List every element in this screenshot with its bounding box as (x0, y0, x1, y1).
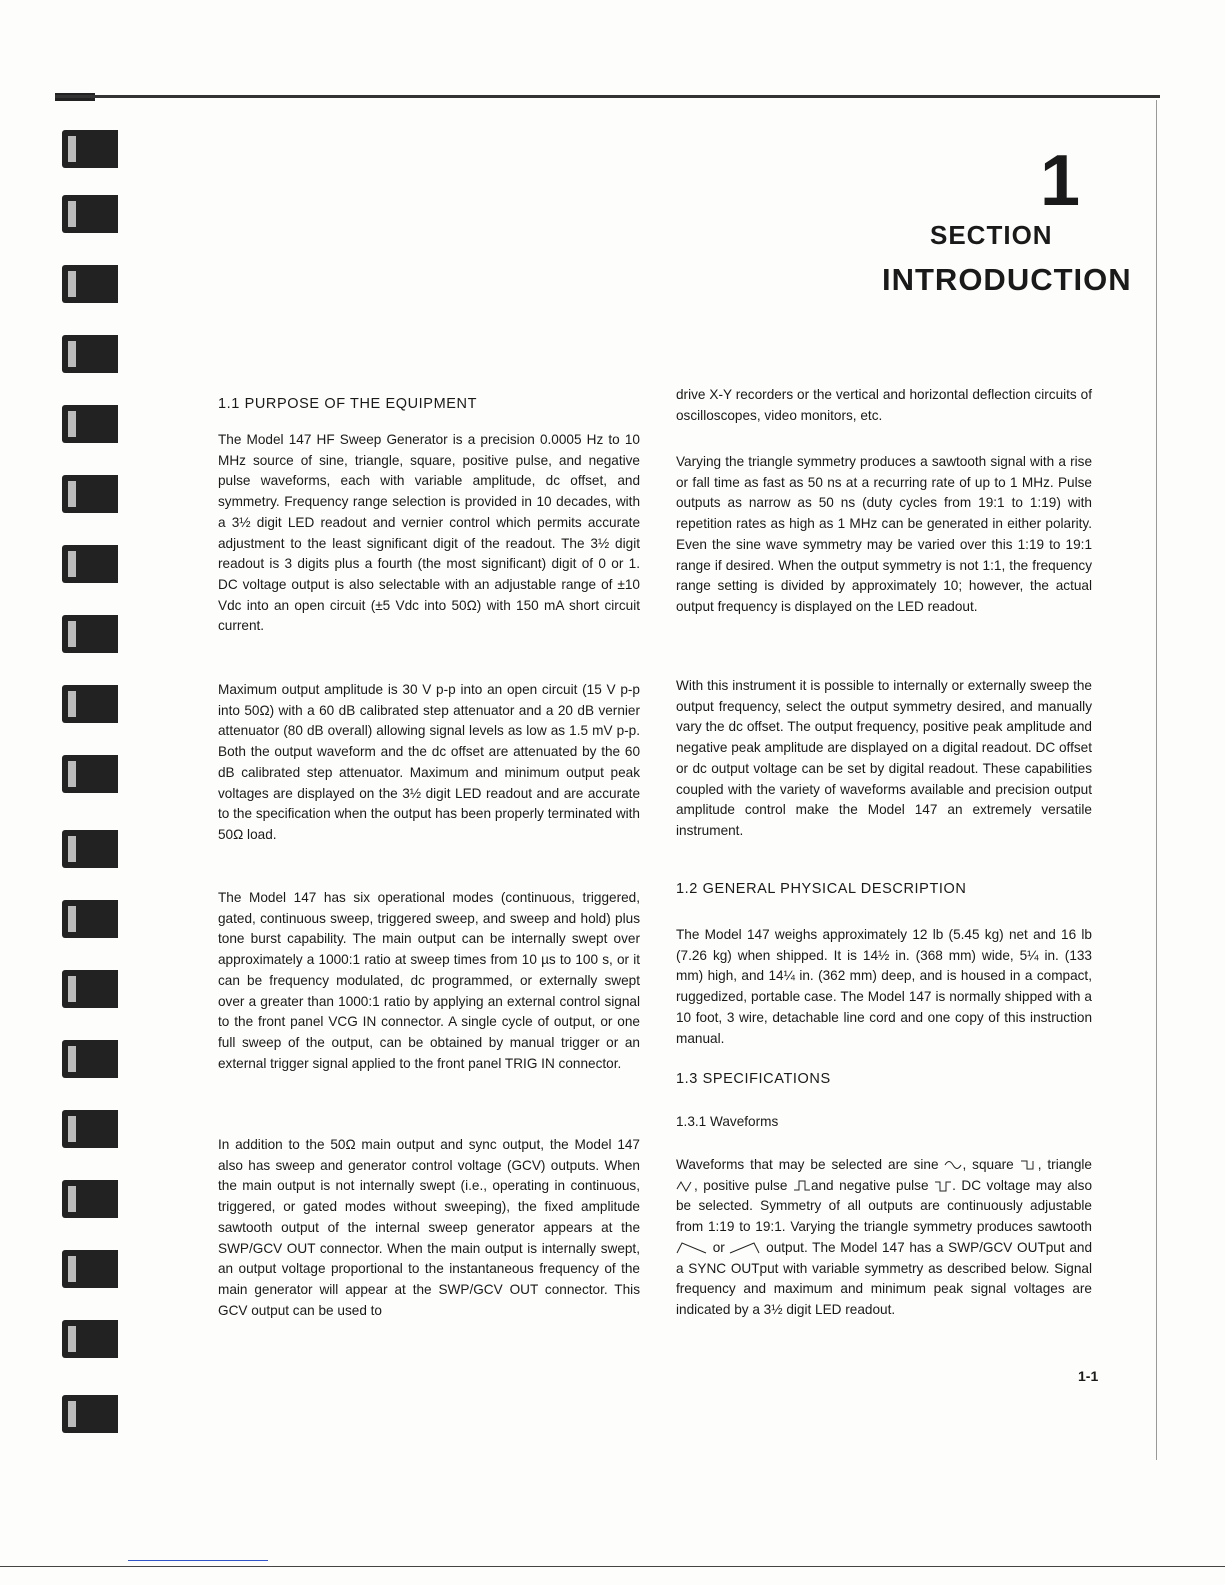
rising-sawtooth-icon (729, 1241, 761, 1255)
text: , triangle (1037, 1157, 1092, 1172)
text: , positive pulse (694, 1177, 788, 1193)
paragraph: The Model 147 HF Sweep Generator is a precision 0.0005 Hz to 10 MHz source of sine, triangle, square, positive pulse, and negative pulse waveforms, each with variable amplitude, dc offset, and symmetry. Frequency range selection is provided in 10 decades, with a 3½ digit LED readout and vernier control which permits accurate adjustment to the least significant digit of the readout. The 3½ digit readout is 3 digits plus a fourth (the most significant) digit of 0 or 1. DC voltage output is also selectable with an adjustable range of ±10 Vdc into an open circuit (±5 Vdc into 50Ω) with 150 mA short circuit current. (218, 432, 640, 634)
paragraph-waveforms (676, 1155, 1092, 1321)
triangle-wave-icon (676, 1179, 694, 1193)
positive-pulse-icon (793, 1179, 811, 1193)
heading-1-2: 1.2 GENERAL PHYSICAL DESCRIPTION (676, 881, 967, 897)
paragraph: Varying the triangle symmetry produces a sawtooth signal with a rise or fall time as fast as 50 ns at a recurring rate of up to 1 MHz. Pulse outputs as narrow as 50 ns (duty cycles from 19:1 to 1:19) with repetition rates as high as 1 MHz can be generated in either polarity. Even the sine wave symmetry may be varied over this 1:19 to 19:1 range if desired. When the output symmetry is not 1:1, the frequency range setting is divided by approximately 10; however, the actual output frequency is displayed on the LED readout. (676, 454, 1092, 614)
text: output. The Model 147 has a SWP/GCV OUTput and a SYNC OUTput with variable symmetry as described below. Signal frequency and maximum and minimum peak signal voltages are indicated by a 3½ digit LED readout. (676, 1239, 1093, 1317)
text: , square (962, 1157, 1014, 1172)
section-title: INTRODUCTION (882, 262, 1132, 297)
section-number: 1 (1040, 141, 1081, 221)
page-edge (1156, 100, 1157, 1460)
text: and negative pulse (810, 1177, 929, 1193)
text: Waveforms that may be selected are sine (676, 1157, 939, 1172)
link-underline (128, 1560, 268, 1561)
bottom-rule (0, 1566, 1225, 1567)
section-label: SECTION (930, 220, 1053, 250)
paragraph: The Model 147 weighs approximately 12 lb (5.45 kg) net and 16 lb (7.26 kg) when shipped. It is 14½ in. (368 mm) wide, 5¼ in. (133 mm) high, and 14¼ in. (362 mm) deep, and is housed in a compact, ruggedized, portable case. The Model 147 is normally shipped with a 10 foot, 3 wire, detachable line cord and one copy of this instruction manual. (676, 927, 1092, 1046)
square-wave-icon (1020, 1158, 1038, 1172)
heading-1-3-1: 1.3.1 Waveforms (676, 1114, 779, 1129)
negative-pulse-icon (934, 1179, 952, 1193)
paragraph: drive X-Y recorders or the vertical and horizontal deflection circuits of oscilloscopes, video monitors, etc. (676, 387, 1092, 423)
page-number: 1-1 (1078, 1368, 1099, 1384)
paragraph: With this instrument it is possible to internally or externally sweep the output frequency, select the output symmetry desired, and manually vary the dc offset. The output frequency, positive peak amplitude and negative peak amplitude are displayed on a digital readout. DC offset or dc output voltage can be set by digital readout. These capabilities coupled with the variety of waveforms available and precision output amplitude control make the Model 147 an extremely versatile instrument. (676, 678, 1092, 838)
top-rule (55, 95, 1160, 98)
heading-1-3: 1.3 SPECIFICATIONS (676, 1071, 831, 1087)
paragraph: Maximum output amplitude is 30 V p-p into an open circuit (15 V p-p into 50Ω) with a 60 dB calibrated step attenuator and a 20 dB vernier attenuator (80 dB overall) allowing signal levels as low as 1.5 mV p-p. Both the output waveform and the dc offset are attenuated by the 60 dB calibrated step attenuator. Maximum and minimum output peak voltages are displayed on the 3½ digit LED readout and are accurate to the specification when the output has been properly terminated with 50Ω load. (218, 682, 640, 842)
sine-wave-icon (944, 1158, 962, 1172)
paragraph: The Model 147 has six operational modes (continuous, triggered, gated, continuous sweep, triggered sweep, and sweep and hold) plus tone burst capability. The main output can be internally swept over approximately a 1000:1 ratio at sweep times from 10 µs to 100 s, or it can be frequency modulated, dc programmed, or externally swept over a greater than 1000:1 ratio by applying an external control signal to the front panel VCG IN connector. A single cycle of output, or one full sweep of the output, can be obtained by manual trigger or an external trigger signal applied to the front panel TRIG IN connector. (218, 890, 640, 1071)
heading-1-1: 1.1 PURPOSE OF THE EQUIPMENT (218, 396, 478, 412)
falling-sawtooth-icon (676, 1241, 708, 1255)
text: or (712, 1239, 725, 1255)
text: . DC voltage may also be selected. Symmetry of all outputs are continuously adjustable from 1:19 to 19:1. Varying the triangle symmetry produces sawtooth (676, 1177, 1093, 1235)
paragraph: In addition to the 50Ω main output and sync output, the Model 147 also has sweep and generator control voltage (GCV) outputs. When the main output is not internally swept (i.e., operating in continuous, triggered, or gated modes without sweeping), the fixed amplitude sawtooth output of the internal sweep generator appears at the SWP/GCV OUT connector. When the main output is internally swept, an output voltage proportional to the instantaneous frequency of the main generator will appear at the SWP/GCV OUT connector. This GCV output can be used to (218, 1137, 640, 1318)
